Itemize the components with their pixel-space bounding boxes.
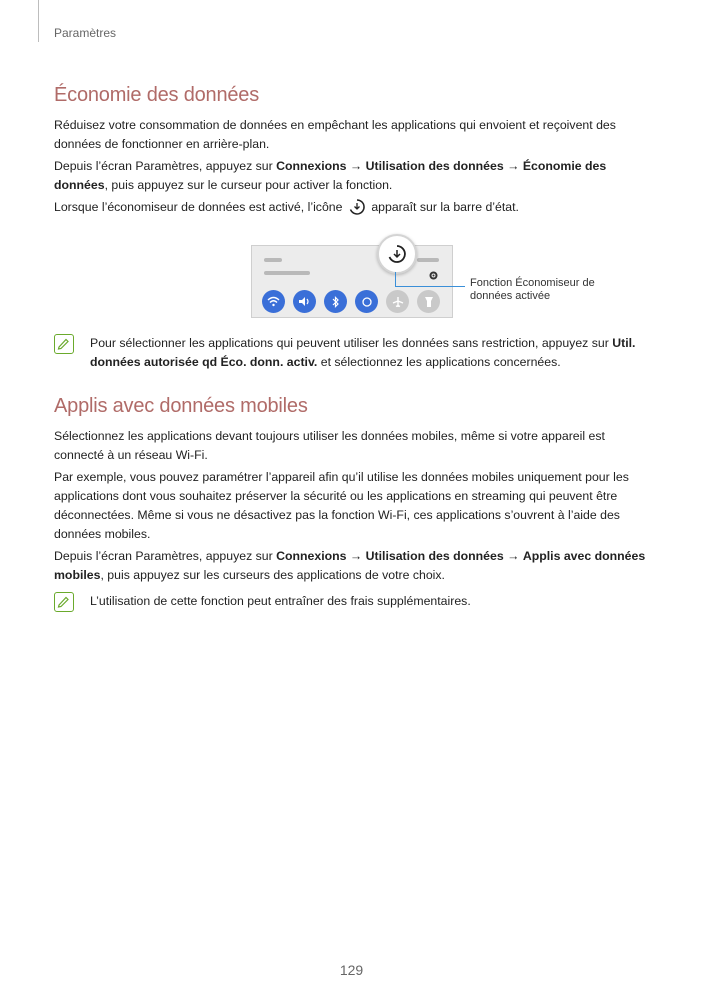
- flashlight-icon: [417, 290, 440, 313]
- paragraph-status-icon: Lorsque l’économiseur de données est activé, l’icône apparaît sur la barre d’état.: [54, 200, 519, 214]
- header-label: Paramètres: [54, 26, 117, 40]
- header-rule: [38, 0, 39, 42]
- note-text: L’utilisation de cette fonction peut entraîner des frais supplémentaires.: [90, 594, 471, 608]
- page-number: 129: [339, 962, 364, 978]
- paragraph-steps: Depuis l’écran Paramètres, appuyez sur Connexions → Utilisation des données → Économie des données, puis appuyez sur le curseur pour activer la fonction.: [54, 159, 607, 192]
- airplane-icon: [386, 290, 409, 313]
- menu-connexions: Connexions: [276, 159, 347, 173]
- note-text: Pour sélectionner les applications qui peuvent utiliser les données sans restriction, appuyez sur Util. données autorisée qd Éco. donn. activ. et sélectionnez les applications concernées.: [90, 336, 636, 369]
- section-title-mobile-data-apps: Applis avec données mobiles: [54, 395, 308, 417]
- callout-line: [395, 286, 465, 287]
- rotate-icon: [355, 290, 378, 313]
- paragraph-intro-2: Sélectionnez les applications devant toujours utiliser les données mobiles, même si votre appareil est connecté à un réseau Wi-Fi.: [54, 429, 605, 462]
- wifi-icon: [262, 290, 285, 313]
- paragraph-example: Par exemple, vous pouvez paramétrer l’appareil afin qu’il utilise les données mobiles uniquement pour les applications dont vous souhaitez préserver la sécurité ou les applications en streaming qui peuvent être déconnectées. Même si vous ne désactivez pas la fonction Wi-Fi, ces applications s’ouvrent à l’aide des données mobiles.: [54, 470, 629, 541]
- section-title-data-saver: Économie des données: [54, 84, 260, 106]
- sound-icon: [293, 290, 316, 313]
- quick-panel-illustration: [251, 245, 453, 318]
- menu-data-usage: Utilisation des données: [365, 159, 504, 173]
- gear-icon: [428, 268, 439, 286]
- quick-settings-row: [262, 290, 440, 313]
- paragraph-intro: Réduisez votre consommation de données en empêchant les applications qui envoient et reçoivent des données de fonctionner en arrière-plan.: [54, 118, 616, 151]
- note-icon: [54, 334, 74, 354]
- data-saver-icon: [348, 198, 366, 216]
- menu-data-saver: Économie des données: [54, 159, 607, 192]
- paragraph-steps-2: Depuis l’écran Paramètres, appuyez sur Connexions → Utilisation des données → Applis avec données mobiles, puis appuyez sur les curseurs des applications de votre choix.: [54, 549, 646, 582]
- bluetooth-icon: [324, 290, 347, 313]
- callout-label: Fonction Économiseur de données activée: [470, 277, 595, 302]
- data-saver-icon-zoom: [377, 234, 417, 274]
- note-icon: [54, 592, 74, 612]
- callout-line: [395, 272, 396, 286]
